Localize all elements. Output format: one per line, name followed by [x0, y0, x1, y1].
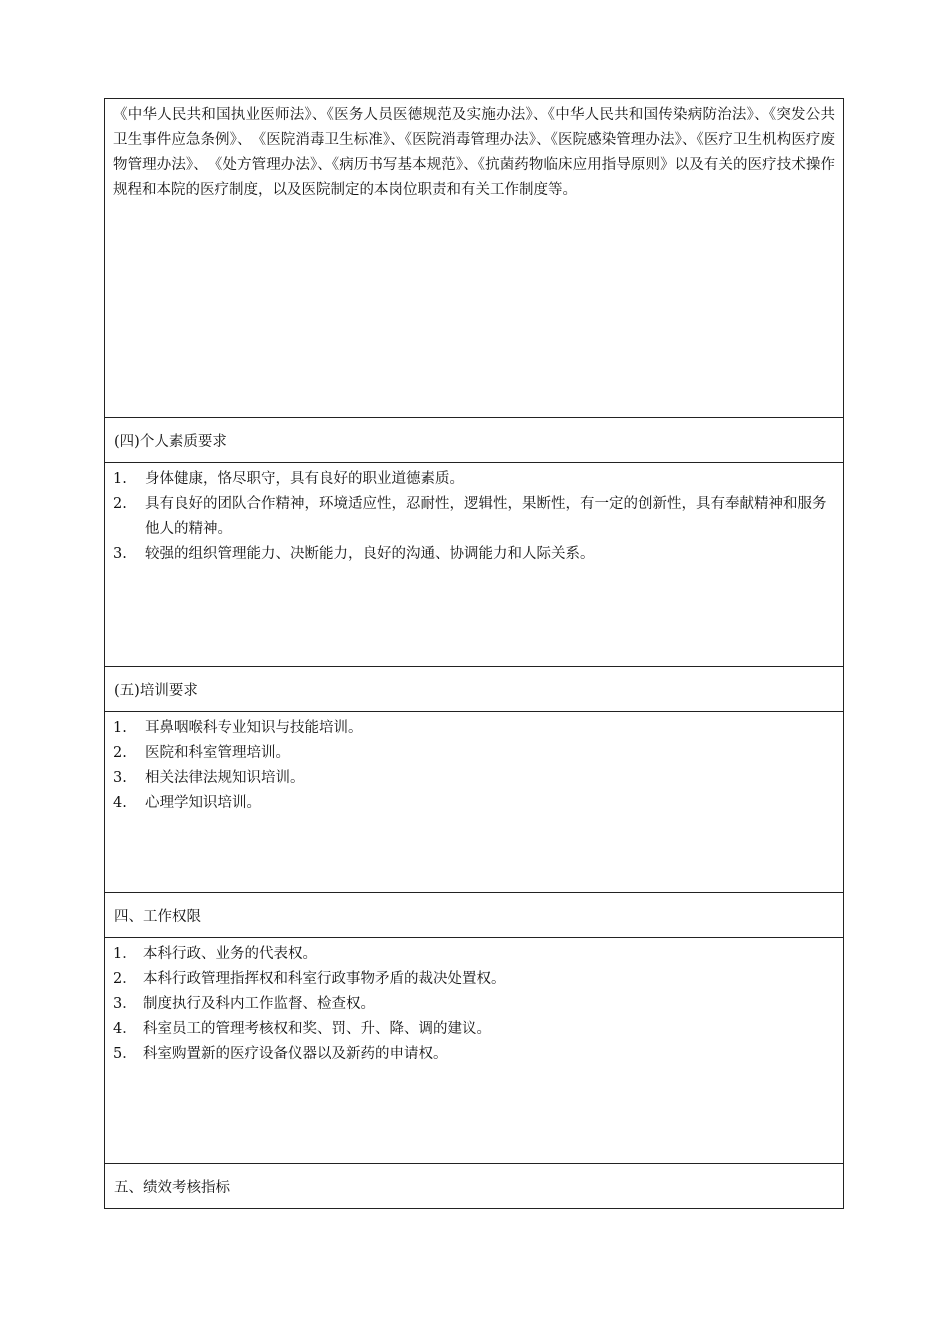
section-heading: 五、绩效考核指标 [114, 1179, 230, 1196]
section-heading: 四、工作权限 [114, 908, 201, 925]
authority-heading-row [105, 892, 843, 937]
list-item: 3. 相关法律法规知识培训。 [113, 770, 305, 786]
list-item: 2． 本科行政管理指挥权和科室行政事物矛盾的裁决处置权。 [113, 971, 506, 987]
list-item: 4. 心理学知识培训。 [113, 795, 261, 811]
performance-heading-row [105, 1163, 843, 1208]
list-item: 2. 医院和科室管理培训。 [113, 745, 290, 761]
list-item: 5． 科室购置新的医疗设备仪器以及新药的申请权。 [113, 1046, 448, 1062]
list-item: 2. 具有良好的团队合作精神，环境适应性，忍耐性，逻辑性，果断性，有一定的创新性，具有奉献精神和服务他人的精神。 [113, 496, 827, 537]
laws-row [105, 99, 843, 417]
training-list [113, 716, 835, 816]
list-item: 1. 耳鼻咽喉科专业知识与技能培训。 [113, 720, 363, 736]
training-heading-row [105, 666, 843, 711]
personal-quality-content-row [105, 462, 843, 666]
training-content-row [105, 711, 843, 892]
section-heading: (四)个人素质要求 [114, 433, 227, 450]
list-item: 3． 制度执行及科内工作监督、检查权。 [113, 996, 375, 1012]
personal-quality-list [113, 467, 835, 567]
laws-paragraph: 《中华人民共和国执业医师法》、《医务人员医德规范及实施办法》、《中华人民共和国传染病防治法》、《突发公共卫生事件应急条例》、 《医院消毒卫生标准》、《医院消毒管理办法》、《医院感染管理办法》、《医疗卫生机构医疗废物管理办法》、 《处方管理办法》、《病历书写基本规范》、《抗菌药物临床应用指导原则》以及有关的医疗技术操作规程和本院的医疗制度，以及医院制定的本岗位职责和有关工作制度等。 [113, 107, 835, 198]
personal-quality-heading-row [105, 417, 843, 462]
list-item: 3. 较强的组织管理能力、决断能力，良好的沟通、协调能力和人际关系。 [113, 546, 595, 562]
authority-content-row [105, 937, 843, 1163]
job-description-table [104, 98, 844, 1209]
list-item: 1． 本科行政、业务的代表权。 [113, 946, 317, 962]
list-item: 1. 身体健康，恪尽职守，具有良好的职业道德素质。 [113, 471, 464, 487]
section-heading: (五)培训要求 [114, 682, 198, 699]
list-item: 4． 科室员工的管理考核权和奖、罚、升、降、调的建议。 [113, 1021, 491, 1037]
authority-list [113, 942, 835, 1067]
